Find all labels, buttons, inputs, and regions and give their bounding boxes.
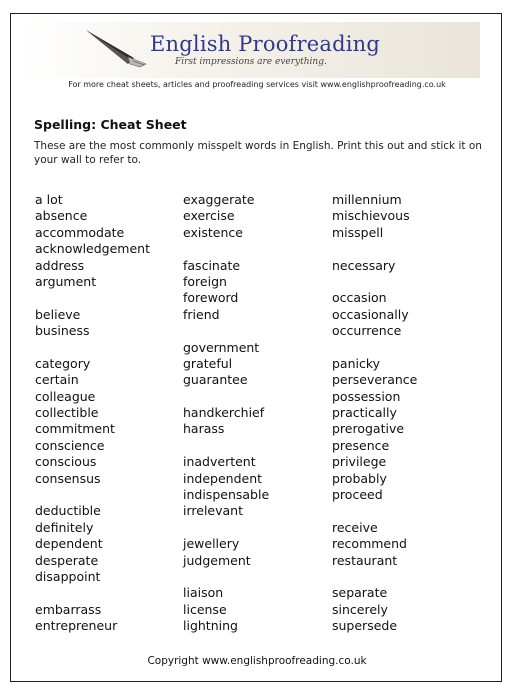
word-item: grateful xyxy=(183,355,233,371)
fountain-pen-icon xyxy=(84,28,154,68)
word-column-2 xyxy=(183,192,333,635)
word-item: panicky xyxy=(332,355,381,371)
word-item: collectible xyxy=(35,405,99,421)
word-item xyxy=(35,487,185,503)
word-item: practically xyxy=(332,405,397,421)
word-item: liaison xyxy=(183,585,224,601)
word-item xyxy=(332,569,482,585)
word-item: restaurant xyxy=(332,552,398,568)
word-item: address xyxy=(35,257,85,273)
word-item: necessary xyxy=(332,257,396,273)
word-item: presence xyxy=(332,437,390,453)
word-item: friend xyxy=(183,306,220,322)
word-item: commitment xyxy=(35,421,115,437)
word-item: receive xyxy=(332,519,378,535)
word-item xyxy=(35,290,185,306)
word-item: dependent xyxy=(35,536,103,552)
brand-title: English Proofreading xyxy=(150,32,381,56)
word-item: argument xyxy=(35,273,97,289)
word-item: exaggerate xyxy=(183,192,255,207)
word-item: category xyxy=(35,355,91,371)
word-item: harass xyxy=(183,421,225,437)
word-item: prerogative xyxy=(332,421,405,437)
promo-text: For more cheat sheets, articles and proofreading services visit www.englishproofreading.co.uk xyxy=(68,80,446,89)
word-item xyxy=(183,438,333,454)
word-item: disappoint xyxy=(35,568,101,584)
intro-text: These are the most commonly misspelt words in English. Print this out and stick it on your wall to refer to. xyxy=(34,140,482,166)
word-item: guarantee xyxy=(183,372,248,388)
word-item: acknowledgement xyxy=(35,241,150,257)
word-item: license xyxy=(183,601,227,617)
word-item: colleague xyxy=(35,388,96,404)
word-item: probably xyxy=(332,470,387,486)
word-item: desperate xyxy=(35,552,99,568)
word-item: government xyxy=(183,339,260,355)
word-item: foreign xyxy=(183,273,227,289)
word-item: definitely xyxy=(35,519,94,535)
word-item: existence xyxy=(183,224,243,240)
word-item: irrelevant xyxy=(183,503,243,519)
word-item: believe xyxy=(35,306,81,322)
word-item: embarrass xyxy=(35,601,102,617)
word-column-1 xyxy=(35,192,185,635)
page-title: Spelling: Cheat Sheet xyxy=(34,117,187,132)
word-item: handkerchief xyxy=(183,405,265,421)
word-item: mischievous xyxy=(332,208,410,224)
word-item: occasionally xyxy=(332,306,409,322)
word-item: possession xyxy=(332,388,401,404)
word-item: conscience xyxy=(35,437,105,453)
word-item: supersede xyxy=(332,618,398,634)
word-item: occurrence xyxy=(332,323,402,339)
word-item xyxy=(183,389,333,405)
word-item: judgement xyxy=(183,552,251,568)
word-column-3 xyxy=(332,192,482,635)
word-item: jewellery xyxy=(183,536,240,552)
word-item: entrepreneur xyxy=(35,618,118,634)
word-item xyxy=(35,340,185,356)
word-item xyxy=(183,569,333,585)
word-item: deductible xyxy=(35,503,101,519)
word-item: foreword xyxy=(183,290,239,306)
word-item: occasion xyxy=(332,290,387,306)
word-item xyxy=(183,241,333,257)
word-item: absence xyxy=(35,208,88,224)
word-item: millennium xyxy=(332,192,402,207)
word-item: separate xyxy=(332,585,388,601)
word-item: inadvertent xyxy=(183,454,256,470)
word-item xyxy=(332,241,482,257)
word-item: certain xyxy=(35,372,79,388)
word-item xyxy=(183,323,333,339)
word-item: misspell xyxy=(332,224,384,240)
word-item: exercise xyxy=(183,208,235,224)
footer-copyright: Copyright www.englishproofreading.co.uk xyxy=(147,655,367,667)
word-item: a lot xyxy=(35,192,63,207)
word-item: privilege xyxy=(332,454,387,470)
word-item xyxy=(332,274,482,290)
word-item: accommodate xyxy=(35,224,125,240)
word-item xyxy=(332,340,482,356)
word-item: independent xyxy=(183,470,263,486)
word-item: consensus xyxy=(35,470,101,486)
brand-tagline: First impressions are everything. xyxy=(175,57,327,67)
word-item: fascinate xyxy=(183,257,241,273)
word-item: business xyxy=(35,323,90,339)
word-item xyxy=(332,503,482,519)
word-item: conscious xyxy=(35,454,97,470)
word-item: indispensable xyxy=(183,487,270,503)
word-item: perseverance xyxy=(332,372,418,388)
word-item xyxy=(35,585,185,601)
word-item xyxy=(183,520,333,536)
word-item: sincerely xyxy=(332,601,388,617)
word-item: proceed xyxy=(332,487,383,503)
word-item: lightning xyxy=(183,618,238,634)
word-item: recommend xyxy=(332,536,407,552)
